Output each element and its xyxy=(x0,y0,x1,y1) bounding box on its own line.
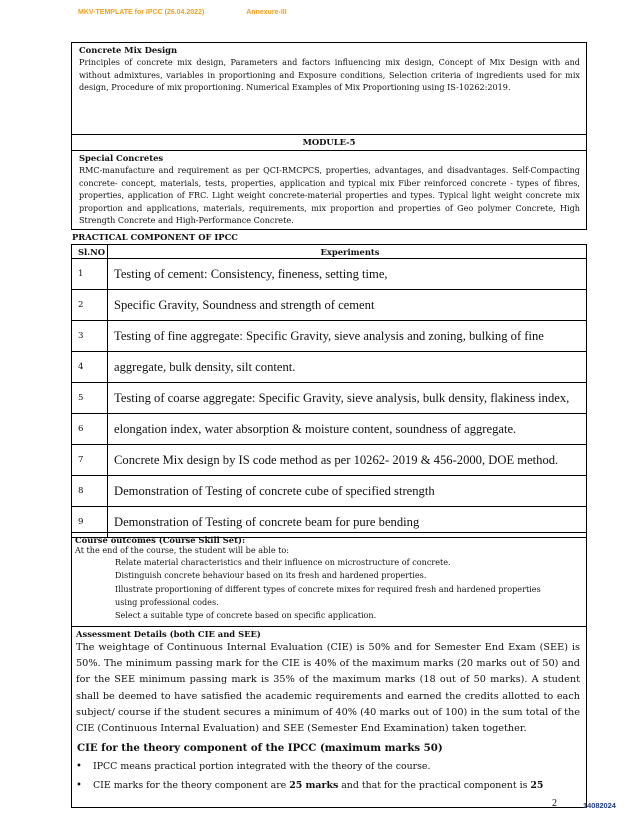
list-item: Illustrate proportioning of different types of concrete mixes for required fresh and hardened properties xyxy=(115,583,541,594)
module-5-section xyxy=(71,134,587,230)
row-number: 4 xyxy=(72,352,108,383)
bullet-text: and that for the practical component is xyxy=(338,780,531,792)
table-row xyxy=(72,290,587,321)
row-number: 6 xyxy=(72,414,108,445)
row-number: 2 xyxy=(72,290,108,321)
table-row xyxy=(72,476,587,507)
page-header xyxy=(78,9,287,16)
row-number: 7 xyxy=(72,445,108,476)
bullet-bold-marks: 25 xyxy=(530,780,544,792)
list-item: Relate material characteristics and their influence on microstructure of concrete. xyxy=(115,557,451,567)
page-number: 2 xyxy=(552,798,557,809)
list-item: Distinguish concrete behaviour based on its fresh and hardened properties. xyxy=(115,570,427,581)
experiments-table xyxy=(71,244,587,538)
table-header-row xyxy=(72,245,587,259)
table-row xyxy=(72,259,587,290)
row-number: 3 xyxy=(72,321,108,352)
cie-theory-title: CIE for the theory component of the IPCC (maximum marks 50) xyxy=(77,742,443,755)
table-row xyxy=(72,321,587,352)
table-row xyxy=(72,383,587,414)
experiment-text: Testing of coarse aggregate: Specific Gravity, sieve analysis, bulk density, flakiness index, xyxy=(108,383,587,414)
course-outcomes-title: Course outcomes (Course Skill Set): xyxy=(75,535,246,545)
experiment-text: elongation index, water absorption & moisture content, soundness of aggregate. xyxy=(108,414,587,445)
experiment-text: Specific Gravity, Soundness and strength of cement xyxy=(108,290,587,321)
slno-header: Sl.NO xyxy=(72,245,108,259)
course-outcomes-list xyxy=(72,556,586,622)
bullet-bold-marks: 25 marks xyxy=(289,780,339,792)
document-id: 14082024 xyxy=(583,801,616,810)
annexure-label: Annexure-III xyxy=(246,9,287,16)
cie-bullet-list xyxy=(72,757,586,795)
assessment-body: The weightage of Continuous Internal Evaluation (CIE) is 50% and for Semester End Exam (SEE) is 50%. The minimum passing mark for the CIE is 40% of the maximum marks (20 marks out of 50) and for the SEE minimum passing mark is 35% of the maximum marks (18 out of 50 marks). A student shall be deemed to have satisfied the academic requirements and earned the credits allotted to each subject/ course if the student secures a minimum of 40% (40 marks out of 100) in the sum total of the CIE (Continuous Internal Evaluation) and SEE (Semester End Examination) taken together. xyxy=(76,642,580,735)
bullet-text: CIE marks for the theory component are xyxy=(93,780,290,792)
list-item xyxy=(93,776,580,795)
module-5-heading: MODULE-5 xyxy=(72,135,586,151)
table-row xyxy=(72,445,587,476)
list-item: • IPCC means practical portion integrated with the theory of the course. xyxy=(93,757,580,776)
course-outcomes-intro: At the end of the course, the student will be able to: xyxy=(75,545,290,555)
table-row xyxy=(72,414,587,445)
row-number: 1 xyxy=(72,259,108,290)
special-concretes-body: RMC-manufacture and requirement as per QCI-RMCPCS, properties, advantages, and disadvantages. Self-Compacting concrete- concept, materials, tests, properties, application and typical mix Fiber reinforced concrete - types of fibres, properties, application of FRC. Light weight concrete-material properties and types. Typical light weight concrete mix proportion and applications, materials, requirements, mix proportion and properties of Geo polymer Concrete, High Strength Concrete and High-Performance Concrete. xyxy=(79,165,580,226)
table-row xyxy=(72,352,587,383)
mix-design-section xyxy=(71,42,587,135)
assessment-title: Assessment Details (both CIE and SEE) xyxy=(76,629,261,639)
special-concretes-title: Special Concretes xyxy=(79,153,164,163)
experiment-text: Demonstration of Testing of concrete beam for pure bending xyxy=(108,507,587,538)
experiment-text: aggregate, bulk density, silt content. xyxy=(108,352,587,383)
row-number: 5 xyxy=(72,383,108,414)
experiment-text: Demonstration of Testing of concrete cube of specified strength xyxy=(108,476,587,507)
experiment-text: Concrete Mix design by IS code method as per 10262- 2019 & 456-2000, DOE method. xyxy=(108,445,587,476)
mix-design-body: Principles of concrete mix design, Parameters and factors influencing mix design, Concept of Mix Design with and without admixtures, variables in proportioning and Exposure conditions, Selection criteria of ingredients used for mix design, Procedure of mix proportioning. Numerical Examples of Mix Proportioning using IS-10262:2019. xyxy=(79,57,580,93)
experiments-header: Experiments xyxy=(108,245,587,259)
list-item: using professional codes. xyxy=(115,596,219,607)
template-label: MKV-TEMPLATE for IPCC (26.04.2022) xyxy=(78,9,205,16)
row-number: 9 xyxy=(72,507,108,538)
list-item: Select a suitable type of concrete based on specific application. xyxy=(115,610,377,621)
practical-component-title: PRACTICAL COMPONENT OF IPCC xyxy=(72,232,238,242)
assessment-section xyxy=(71,626,587,808)
course-outcomes-section xyxy=(71,532,587,627)
experiment-text: Testing of fine aggregate: Specific Gravity, sieve analysis and zoning, bulking of fine xyxy=(108,321,587,352)
row-number: 8 xyxy=(72,476,108,507)
mix-design-title: Concrete Mix Design xyxy=(79,45,178,55)
experiment-text: Testing of cement: Consistency, fineness, setting time, xyxy=(108,259,587,290)
